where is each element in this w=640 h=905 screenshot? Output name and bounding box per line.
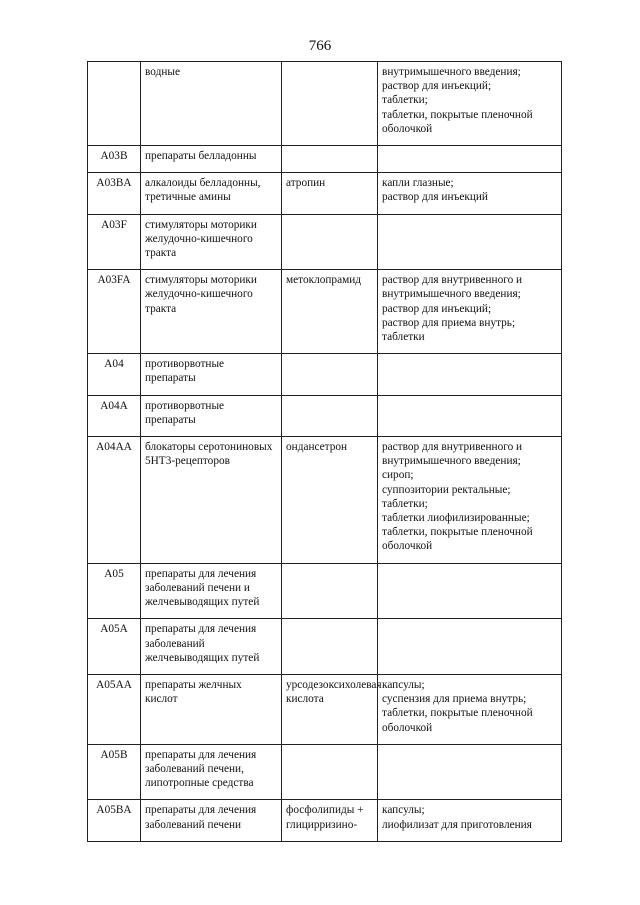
drug-classification-table bbox=[87, 61, 562, 842]
table-row bbox=[88, 270, 562, 354]
drug-name-cell bbox=[282, 395, 378, 436]
atc-code-cell bbox=[88, 62, 141, 146]
atc-code-cell: A03BA bbox=[88, 173, 141, 214]
atc-code-cell: A04AA bbox=[88, 437, 141, 564]
group-name-cell: стимуляторы моторики желудочно-кишечного тракта bbox=[141, 270, 282, 354]
atc-code-cell: A04 bbox=[88, 354, 141, 395]
group-name-cell: препараты для лечения заболеваний печени bbox=[141, 800, 282, 841]
group-name-cell: блокаторы серотониновых 5HT3-рецепторов bbox=[141, 437, 282, 564]
dosage-form-cell bbox=[378, 214, 562, 270]
dosage-form-cell: раствор для внутривенного и внутримышечного введения; сироп; суппозитории ректальные; таблетки; таблетки лиофилизированные; таблетки, покрытые пленочной оболочкой bbox=[378, 437, 562, 564]
atc-code-cell: A05B bbox=[88, 744, 141, 800]
table-row bbox=[88, 146, 562, 173]
table-row bbox=[88, 744, 562, 800]
group-name-cell: алкалоиды белладонны, третичные амины bbox=[141, 173, 282, 214]
drug-name-cell bbox=[282, 619, 378, 675]
drug-name-cell bbox=[282, 62, 378, 146]
group-name-cell: водные bbox=[141, 62, 282, 146]
dosage-form-cell bbox=[378, 354, 562, 395]
table-row bbox=[88, 437, 562, 564]
atc-code-cell: A05AA bbox=[88, 674, 141, 744]
drug-name-cell: ондансетрон bbox=[282, 437, 378, 564]
drug-name-cell bbox=[282, 214, 378, 270]
page-number: 766 bbox=[308, 38, 332, 54]
atc-code-cell: A03B bbox=[88, 146, 141, 173]
table-row bbox=[88, 674, 562, 744]
group-name-cell: противорвотные препараты bbox=[141, 395, 282, 436]
table-row bbox=[88, 62, 562, 146]
table-row bbox=[88, 354, 562, 395]
dosage-form-cell bbox=[378, 563, 562, 619]
atc-code-cell: A05BA bbox=[88, 800, 141, 841]
table-row bbox=[88, 563, 562, 619]
table-row bbox=[88, 800, 562, 841]
table-row bbox=[88, 214, 562, 270]
dosage-form-cell: раствор для внутривенного и внутримышечного введения; раствор для инъекций; раствор для приема внутрь; таблетки bbox=[378, 270, 562, 354]
drug-name-cell: фосфолипиды + глицирризино- bbox=[282, 800, 378, 841]
dosage-form-cell bbox=[378, 619, 562, 675]
dosage-form-cell: внутримышечного введения; раствор для инъекций; таблетки; таблетки, покрытые пленочной оболочкой bbox=[378, 62, 562, 146]
dosage-form-cell: капсулы; суспензия для приема внутрь; таблетки, покрытые пленочной оболочкой bbox=[378, 674, 562, 744]
drug-name-cell bbox=[282, 563, 378, 619]
drug-name-cell bbox=[282, 146, 378, 173]
table-row bbox=[88, 173, 562, 214]
atc-code-cell: A03FA bbox=[88, 270, 141, 354]
atc-code-cell: A04A bbox=[88, 395, 141, 436]
group-name-cell: препараты желчных кислот bbox=[141, 674, 282, 744]
drug-name-cell: метоклопрамид bbox=[282, 270, 378, 354]
table-row bbox=[88, 395, 562, 436]
group-name-cell: стимуляторы моторики желудочно-кишечного тракта bbox=[141, 214, 282, 270]
group-name-cell: противорвотные препараты bbox=[141, 354, 282, 395]
atc-code-cell: A03F bbox=[88, 214, 141, 270]
dosage-form-cell bbox=[378, 744, 562, 800]
drug-name-cell: урсодезоксихолевая кислота bbox=[282, 674, 378, 744]
group-name-cell: препараты для лечения заболеваний желчевыводящих путей bbox=[141, 619, 282, 675]
dosage-form-cell: капли глазные; раствор для инъекций bbox=[378, 173, 562, 214]
group-name-cell: препараты белладонны bbox=[141, 146, 282, 173]
atc-code-cell: A05 bbox=[88, 563, 141, 619]
atc-code-cell: A05A bbox=[88, 619, 141, 675]
drug-name-cell bbox=[282, 744, 378, 800]
dosage-form-cell: капсулы; лиофилизат для приготовления bbox=[378, 800, 562, 841]
dosage-form-cell bbox=[378, 146, 562, 173]
group-name-cell: препараты для лечения заболеваний печени и желчевыводящих путей bbox=[141, 563, 282, 619]
drug-name-cell: атропин bbox=[282, 173, 378, 214]
drug-name-cell bbox=[282, 354, 378, 395]
dosage-form-cell bbox=[378, 395, 562, 436]
group-name-cell: препараты для лечения заболеваний печени, липотропные средства bbox=[141, 744, 282, 800]
table-row bbox=[88, 619, 562, 675]
